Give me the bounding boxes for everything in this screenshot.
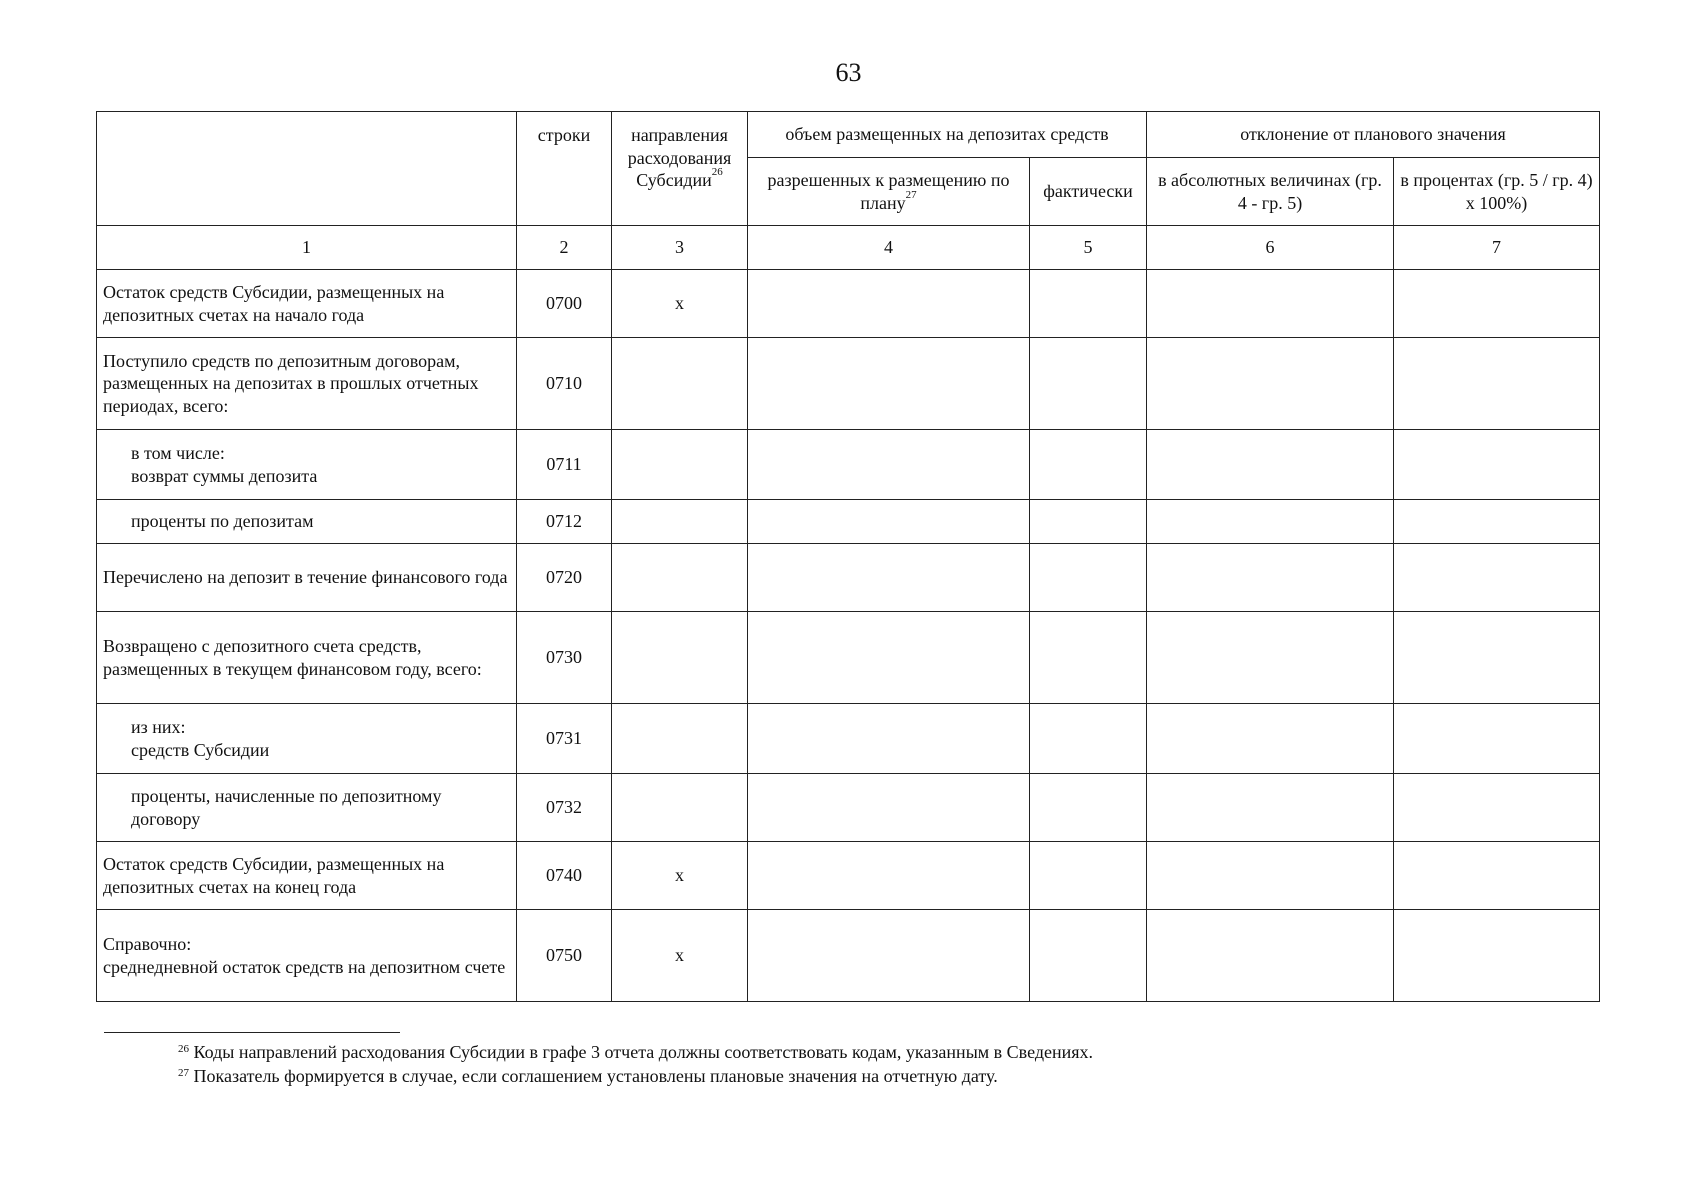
header-row-1 xyxy=(97,112,1600,158)
row-col3 xyxy=(612,500,748,544)
row-label: Поступило средств по депозитным договорам, размещенных на депозитах в прошлых отчетных периодах, всего: xyxy=(97,338,517,430)
cell-empty xyxy=(1147,500,1394,544)
column-number: 7 xyxy=(1394,226,1600,270)
cell-empty xyxy=(748,338,1030,430)
table-row xyxy=(97,544,1600,612)
row-label-line2: средств Субсидии xyxy=(131,739,270,760)
cell-empty xyxy=(1147,338,1394,430)
header-group-deviation: отклонение от планового значения xyxy=(1147,112,1600,158)
row-code: 0712 xyxy=(517,500,612,544)
footnote-text: Коды направлений расходования Субсидии в графе 3 отчета должны соответствовать кодам, указанным в Сведениях. xyxy=(193,1042,1094,1062)
row-label: Остаток средств Субсидии, размещенных на депозитных счетах на конец года xyxy=(97,842,517,910)
cell-empty xyxy=(1030,612,1147,704)
cell-empty xyxy=(748,430,1030,500)
row-label-line2: среднедневной остаток средств на депозитном счете xyxy=(103,956,506,977)
page-number: 63 xyxy=(835,58,862,87)
footnote xyxy=(178,1064,1093,1088)
row-code: 0750 xyxy=(517,910,612,1002)
row-code: 0710 xyxy=(517,338,612,430)
header-col3 xyxy=(612,112,748,226)
table-row xyxy=(97,270,1600,338)
header-col6: в абсолютных величинах (гр. 4 - гр. 5) xyxy=(1147,158,1394,226)
cell-empty xyxy=(748,612,1030,704)
footnote-divider xyxy=(104,1032,400,1033)
cell-empty xyxy=(1030,774,1147,842)
header-col4-text: разрешенных к размещению по плану xyxy=(767,170,1010,213)
row-label-line2: возврат суммы депозита xyxy=(131,465,318,486)
row-label: Возвращено с депозитного счета средств, размещенных в текущем финансовом году, всего: xyxy=(97,612,517,704)
row-col3 xyxy=(612,704,748,774)
footnotes xyxy=(178,1040,1093,1088)
cell-empty xyxy=(1394,338,1600,430)
row-col3 xyxy=(612,544,748,612)
cell-empty xyxy=(1394,270,1600,338)
row-code: 0700 xyxy=(517,270,612,338)
cell-empty xyxy=(1394,910,1600,1002)
header-col7: в процентах (гр. 5 / гр. 4) x 100%) xyxy=(1394,158,1600,226)
cell-empty xyxy=(1030,500,1147,544)
row-label xyxy=(97,704,517,774)
table-row xyxy=(97,430,1600,500)
cell-empty xyxy=(1147,704,1394,774)
column-number: 5 xyxy=(1030,226,1147,270)
cell-empty xyxy=(1147,842,1394,910)
row-label: проценты, начисленные по депозитному договору xyxy=(97,774,517,842)
row-label-line1: Справочно: xyxy=(103,934,192,954)
cell-empty xyxy=(1030,842,1147,910)
row-col3: x xyxy=(612,842,748,910)
cell-empty xyxy=(1394,612,1600,704)
column-number-row xyxy=(97,226,1600,270)
column-number: 4 xyxy=(748,226,1030,270)
table-row xyxy=(97,774,1600,842)
cell-empty xyxy=(748,774,1030,842)
row-code: 0731 xyxy=(517,704,612,774)
row-label: Остаток средств Субсидии, размещенных на депозитных счетах на начало года xyxy=(97,270,517,338)
footnote-number: 26 xyxy=(178,1043,189,1055)
cell-empty xyxy=(1394,774,1600,842)
cell-empty xyxy=(1030,430,1147,500)
cell-empty xyxy=(748,704,1030,774)
row-label-line1: в том числе: xyxy=(131,443,225,463)
header-col5: фактически xyxy=(1030,158,1147,226)
cell-empty xyxy=(748,910,1030,1002)
table-row xyxy=(97,338,1600,430)
row-code: 0740 xyxy=(517,842,612,910)
row-label: проценты по депозитам xyxy=(97,500,517,544)
deposit-report-table xyxy=(96,111,1600,1002)
table-row xyxy=(97,910,1600,1002)
cell-empty xyxy=(1147,270,1394,338)
row-col3: x xyxy=(612,910,748,1002)
footnote-text: Показатель формируется в случае, если соглашением установлены плановые значения на отчетную дату. xyxy=(193,1066,998,1086)
row-col3 xyxy=(612,612,748,704)
column-number: 3 xyxy=(612,226,748,270)
footnote-number: 27 xyxy=(178,1067,189,1079)
cell-empty xyxy=(1030,704,1147,774)
cell-empty xyxy=(1394,544,1600,612)
header-col3-text: направления расходования Субсидии xyxy=(627,125,732,190)
column-number: 2 xyxy=(517,226,612,270)
column-number: 1 xyxy=(97,226,517,270)
cell-empty xyxy=(1147,430,1394,500)
row-code: 0732 xyxy=(517,774,612,842)
cell-empty xyxy=(1147,774,1394,842)
footnote-ref-27: 27 xyxy=(905,188,917,201)
row-code: 0711 xyxy=(517,430,612,500)
cell-empty xyxy=(1394,430,1600,500)
cell-empty xyxy=(1030,270,1147,338)
column-number: 6 xyxy=(1147,226,1394,270)
cell-empty xyxy=(748,842,1030,910)
table-row xyxy=(97,612,1600,704)
row-label: Перечислено на депозит в течение финансового года xyxy=(97,544,517,612)
cell-empty xyxy=(1147,612,1394,704)
cell-empty xyxy=(1394,704,1600,774)
row-col3 xyxy=(612,430,748,500)
row-col3 xyxy=(612,338,748,430)
header-col4 xyxy=(748,158,1030,226)
cell-empty xyxy=(1394,842,1600,910)
table-row xyxy=(97,704,1600,774)
table-row xyxy=(97,500,1600,544)
row-col3: x xyxy=(612,270,748,338)
cell-empty xyxy=(1030,338,1147,430)
row-label xyxy=(97,430,517,500)
cell-empty xyxy=(1147,544,1394,612)
cell-empty xyxy=(1030,544,1147,612)
cell-empty xyxy=(748,544,1030,612)
cell-empty xyxy=(1147,910,1394,1002)
header-group-volume: объем размещенных на депозитах средств xyxy=(748,112,1147,158)
cell-empty xyxy=(748,500,1030,544)
row-label-line1: из них: xyxy=(131,717,186,737)
cell-empty xyxy=(748,270,1030,338)
footnote xyxy=(178,1040,1093,1064)
row-col3 xyxy=(612,774,748,842)
header-col2: строки xyxy=(517,112,612,226)
cell-empty xyxy=(1394,500,1600,544)
table-row xyxy=(97,842,1600,910)
row-label xyxy=(97,910,517,1002)
header-col1-blank xyxy=(97,112,517,226)
row-code: 0720 xyxy=(517,544,612,612)
row-code: 0730 xyxy=(517,612,612,704)
cell-empty xyxy=(1030,910,1147,1002)
footnote-ref-26: 26 xyxy=(711,166,723,178)
